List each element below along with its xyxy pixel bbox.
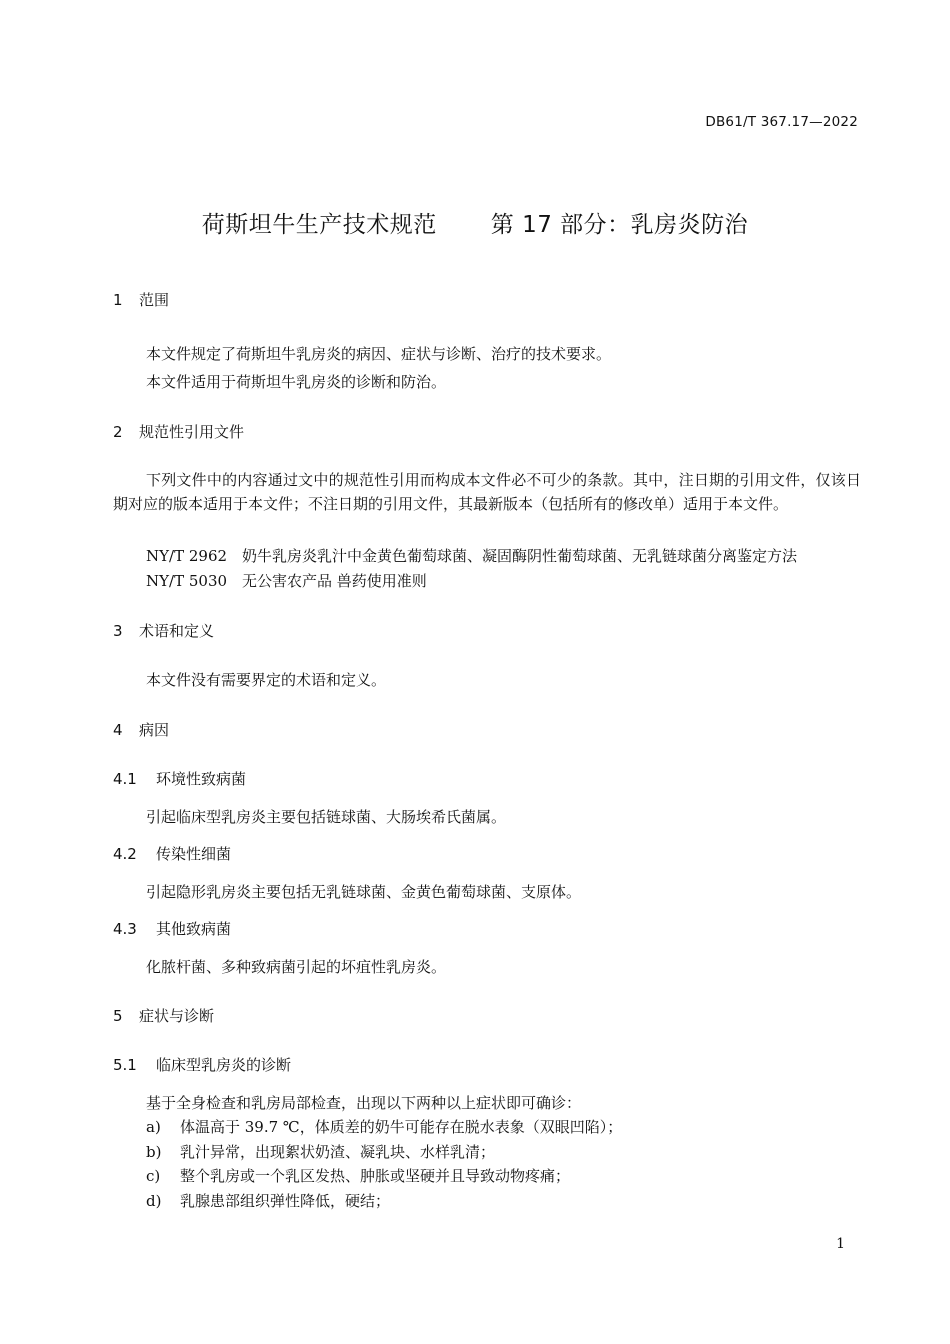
section-number: 1	[113, 291, 123, 309]
subsection-number: 4.1	[113, 770, 137, 788]
list-item	[146, 1116, 622, 1137]
list-item	[146, 1141, 495, 1162]
subsection-title: 其他致病菌	[156, 920, 232, 938]
subsection-heading-5-1	[113, 1054, 291, 1075]
section-number: 2	[113, 423, 123, 441]
paragraph: 化脓杆菌、多种致病菌引起的坏疽性乳房炎。	[146, 958, 447, 976]
section-heading-1	[113, 289, 169, 310]
standard-code: DB61/T 367.17—2022	[705, 114, 858, 130]
paragraph: 本文件没有需要界定的术语和定义。	[146, 671, 387, 689]
section-number: 3	[113, 622, 123, 640]
list-item	[146, 1190, 390, 1211]
section-heading-2	[113, 421, 244, 442]
list-marker: d)	[146, 1192, 162, 1210]
subsection-title: 环境性致病菌	[156, 770, 247, 788]
reference-item	[146, 570, 427, 591]
paragraph: 本文件适用于荷斯坦牛乳房炎的诊断和防治。	[146, 373, 447, 391]
section-title: 病因	[139, 721, 170, 739]
subsection-title: 传染性细菌	[156, 845, 232, 863]
section-number: 5	[113, 1007, 123, 1025]
list-item	[146, 1165, 570, 1186]
list-text: 乳汁异常，出现絮状奶渣、凝乳块、水样乳清；	[180, 1143, 496, 1161]
section-heading-3	[113, 620, 214, 641]
document-title	[0, 206, 950, 239]
section-number: 4	[113, 721, 123, 739]
paragraph: 引起隐形乳房炎主要包括无乳链球菌、金黄色葡萄球菌、支原体。	[146, 883, 582, 901]
reference-name: 无公害农产品 兽药使用准则	[242, 572, 427, 590]
list-marker: c)	[146, 1167, 161, 1185]
list-text: 乳腺患部组织弹性降低，硬结；	[180, 1192, 391, 1210]
section-title: 规范性引用文件	[139, 423, 245, 441]
paragraph: 基于全身检查和乳房局部检查，出现以下两种以上症状即可确诊：	[146, 1094, 582, 1112]
subsection-number: 5.1	[113, 1056, 137, 1074]
paragraph: 引起临床型乳房炎主要包括链球菌、大肠埃希氏菌属。	[146, 808, 507, 826]
list-marker: b)	[146, 1143, 162, 1161]
subsection-number: 4.2	[113, 845, 137, 863]
reference-code: NY/T 5030	[146, 572, 228, 590]
section-heading-5	[113, 1005, 214, 1026]
list-text: 整个乳房或一个乳区发热、肿胀或坚硬并且导致动物疼痛；	[180, 1167, 571, 1185]
paragraph: 本文件规定了荷斯坦牛乳房炎的病因、症状与诊断、治疗的技术要求。	[146, 345, 612, 363]
section-heading-4	[113, 719, 169, 740]
section-title: 症状与诊断	[139, 1007, 215, 1025]
section-title: 范围	[139, 291, 170, 309]
reference-code: NY/T 2962	[146, 547, 228, 565]
reference-name: 奶牛乳房炎乳汁中金黄色葡萄球菌、凝固酶阴性葡萄球菌、无乳链球菌分离鉴定方法	[242, 547, 798, 565]
section-title: 术语和定义	[139, 622, 215, 640]
subsection-heading-4-2	[113, 843, 231, 864]
list-text: 体温高于 39.7 ℃，体质差的奶牛可能存在脱水表象（双眼凹陷）；	[180, 1118, 623, 1136]
page-number: 1	[836, 1236, 845, 1252]
subsection-heading-4-3	[113, 918, 231, 939]
subsection-number: 4.3	[113, 920, 137, 938]
reference-item	[146, 545, 797, 566]
title-part: 第 17 部分：乳房炎防治	[490, 212, 749, 238]
paragraph: 下列文件中的内容通过文中的规范性引用而构成本文件必不可少的条款。其中，注日期的引用文件，仅该日期对应的版本适用于本文件；不注日期的引用文件，其最新版本（包括所有的修改单）适用于本文件。	[113, 471, 861, 513]
list-marker: a)	[146, 1118, 161, 1136]
subsection-title: 临床型乳房炎的诊断	[156, 1056, 292, 1074]
subsection-heading-4-1	[113, 768, 246, 789]
title-main: 荷斯坦牛生产技术规范	[201, 212, 437, 238]
